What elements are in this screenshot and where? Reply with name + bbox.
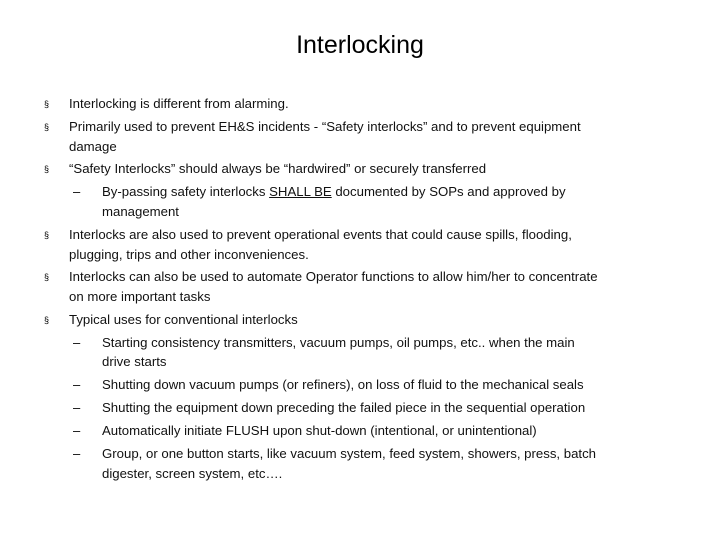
sub-bullet-text: Shutting down vacuum pumps (or refiners), on loss of fluid to the mechanical seals	[102, 377, 584, 392]
bullet-icon: §	[44, 99, 50, 109]
dash-icon: –	[73, 184, 81, 199]
dash-icon: –	[73, 423, 81, 438]
emphasis-text: SHALL BE	[269, 184, 332, 199]
bullet-icon: §	[44, 315, 50, 325]
sub-bullet-text: Automatically initiate FLUSH upon shut-down (intentional, or unintentional)	[102, 423, 537, 438]
bullet-icon: §	[44, 164, 50, 174]
sub-bullet-text-part: By-passing safety interlocks	[102, 184, 270, 199]
sub-bullet-text-continuation: drive starts	[102, 354, 167, 369]
bullet-text: “Safety Interlocks” should always be “hardwired” or securely transferred	[69, 161, 487, 176]
sub-bullet-text-part: documented by SOPs and approved by	[331, 184, 566, 199]
sub-bullet-text	[102, 182, 566, 202]
bullet-icon: §	[44, 272, 50, 282]
slide-title: Interlocking	[296, 31, 424, 59]
bullet-icon: §	[44, 122, 50, 132]
sub-bullet-text-continuation: management	[102, 204, 179, 219]
bullet-text-continuation: plugging, trips and other inconveniences.	[69, 247, 309, 262]
sub-bullet-text-continuation: digester, screen system, etc….	[102, 466, 283, 481]
bullet-text: Typical uses for conventional interlocks	[69, 312, 298, 327]
dash-icon: –	[73, 400, 81, 415]
sub-bullet-text: Shutting the equipment down preceding the failed piece in the sequential operation	[102, 400, 586, 415]
bullet-text-continuation: damage	[69, 139, 117, 154]
bullet-text: Interlocks are also used to prevent operational events that could cause spills, flooding,	[69, 227, 572, 242]
bullet-text: Interlocking is different from alarming.	[69, 96, 289, 111]
bullet-icon: §	[44, 230, 50, 240]
dash-icon: –	[73, 377, 81, 392]
dash-icon: –	[73, 335, 81, 350]
sub-bullet-text: Starting consistency transmitters, vacuum pumps, oil pumps, etc.. when the main	[102, 335, 575, 350]
bullet-text: Primarily used to prevent EH&S incidents - “Safety interlocks” and to prevent equipment	[69, 119, 581, 134]
dash-icon: –	[73, 446, 81, 461]
sub-bullet-text: Group, or one button starts, like vacuum system, feed system, showers, press, batch	[102, 446, 597, 461]
bullet-text: Interlocks can also be used to automate Operator functions to allow him/her to concentrate	[69, 269, 598, 284]
bullet-text-continuation: on more important tasks	[69, 289, 211, 304]
